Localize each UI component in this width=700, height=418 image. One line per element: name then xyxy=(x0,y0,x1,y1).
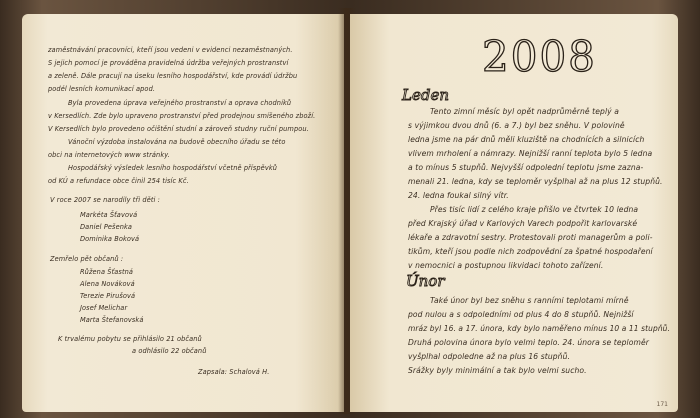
text-line: od KÚ a refundace obce činil 254 tisíc Kč. xyxy=(48,177,189,185)
list-item: Josef Melichar xyxy=(80,304,128,312)
list-item: Růžena Šťastná xyxy=(80,268,134,276)
text-line: lékaře a zdravotní sestry. Protestovali proti managerům a poli- xyxy=(408,233,653,242)
text-line: a to mínus 5 stupňů. Nejvyšší odpolední teplotu jsme zazna- xyxy=(408,163,644,172)
text-line: podél lesních komunikací apod. xyxy=(48,85,156,93)
text-line: vlivem mrholení a námrazy. Nejnižší ranní teplota bylo 5 ledna xyxy=(408,149,653,158)
text-line: pod nulou a s odpoledními od plus 4 do 8 stupňů. Nejnižší xyxy=(408,310,634,319)
year-heading: 2008 xyxy=(482,32,597,81)
text-line: Hospodářský výsledek lesního hospodářství včetně příspěvků xyxy=(68,164,278,172)
list-item: Marta Štefanovská xyxy=(80,316,144,324)
text-line: mráz byl 16. a 17. února, kdy bylo naměřeno mínus 10 a 11 stupňů. xyxy=(408,324,670,333)
text-line: a zeleně. Dále pracují na úseku lesního hospodářství, kde provádí údržbu xyxy=(48,72,298,80)
list-item: Dominika Boková xyxy=(80,235,140,243)
text-line: 24. ledna foukal silný vítr. xyxy=(408,191,509,200)
text-line: před Krajský úřad v Karlových Varech podpořit karlovarské xyxy=(408,219,638,228)
text-line: obci na internetových www stránky. xyxy=(48,151,170,159)
list-item: Markéta Šťavová xyxy=(80,211,138,219)
text-line: Byla provedena úprava veřejného prostranství a oprava chodníků xyxy=(68,99,292,107)
text-line: tikům, kteří jsou podle nich zodpovědní za špatné hospodaření xyxy=(408,247,653,256)
month-heading-leden: Leden xyxy=(402,86,449,104)
text-line: vyšplhal odpoledne až na plus 16 stupňů. xyxy=(408,352,571,361)
text-line: S jejich pomocí je prováděna pravidelná údržba veřejných prostranství xyxy=(48,59,289,67)
text-line: Druhá polovina února bylo velmi teplo. 24. února se teploměr xyxy=(408,338,649,347)
list-item: Alena Nováková xyxy=(80,280,135,288)
month-heading-unor: Únor xyxy=(406,272,445,290)
text-line: Vánoční výzdoba instalována na budově obecního úřadu se této xyxy=(68,138,286,146)
text-line: v Kersedlích. Zde bylo upraveno prostranství před prodejnou smíšeného zboží. xyxy=(48,112,316,120)
text-line: ledna jsme na pár dnů měli kluziště na chodnících a silnicích xyxy=(408,135,645,144)
text-line: Srážky byly minimální a tak bylo velmi sucho. xyxy=(408,366,587,375)
text-line: V Kersedlích bylo provedeno očištění studní a zároveň studny ruční pumpou. xyxy=(48,125,309,133)
text-line: v nemocnici a postupnou likvidaci tohoto zařízení. xyxy=(408,261,604,270)
text-line: Také únor byl bez sněhu s ranními teplotami mírně xyxy=(430,296,629,305)
right-page xyxy=(350,14,678,412)
births-heading: V roce 2007 se narodily tři děti : xyxy=(50,196,161,204)
signature: Zapsala: Schalová H. xyxy=(198,368,270,376)
text-line: s výjimkou dvou dnů (6. a 7.) byl bez sněhu. V polovině xyxy=(408,121,625,130)
list-item: Daniel Pešenka xyxy=(80,223,133,231)
text-line: zaměstnávání pracovníci, kteří jsou vedeni v evidenci nezaměstnaných. xyxy=(48,46,293,54)
text-line: Přes tisíc lidí z celého kraje přišlo ve čtvrtek 10 ledna xyxy=(430,205,639,214)
text-line: a odhlásilo 22 občanů xyxy=(132,347,207,355)
list-item: Terezie Pirušová xyxy=(80,292,136,300)
page-number: 171 xyxy=(656,401,668,408)
text-line: menali 21. ledna, kdy se teploměr vyšplhal až na plus 12 stupňů. xyxy=(408,177,663,186)
text-line: Tento zimní měsíc byl opět nadprůměrně teplý a xyxy=(430,107,620,116)
text-line: K trvalému pobytu se přihlásilo 21 občanů xyxy=(58,335,202,343)
left-page xyxy=(22,14,344,412)
deaths-heading: Zemřelo pět občanů : xyxy=(50,255,124,263)
